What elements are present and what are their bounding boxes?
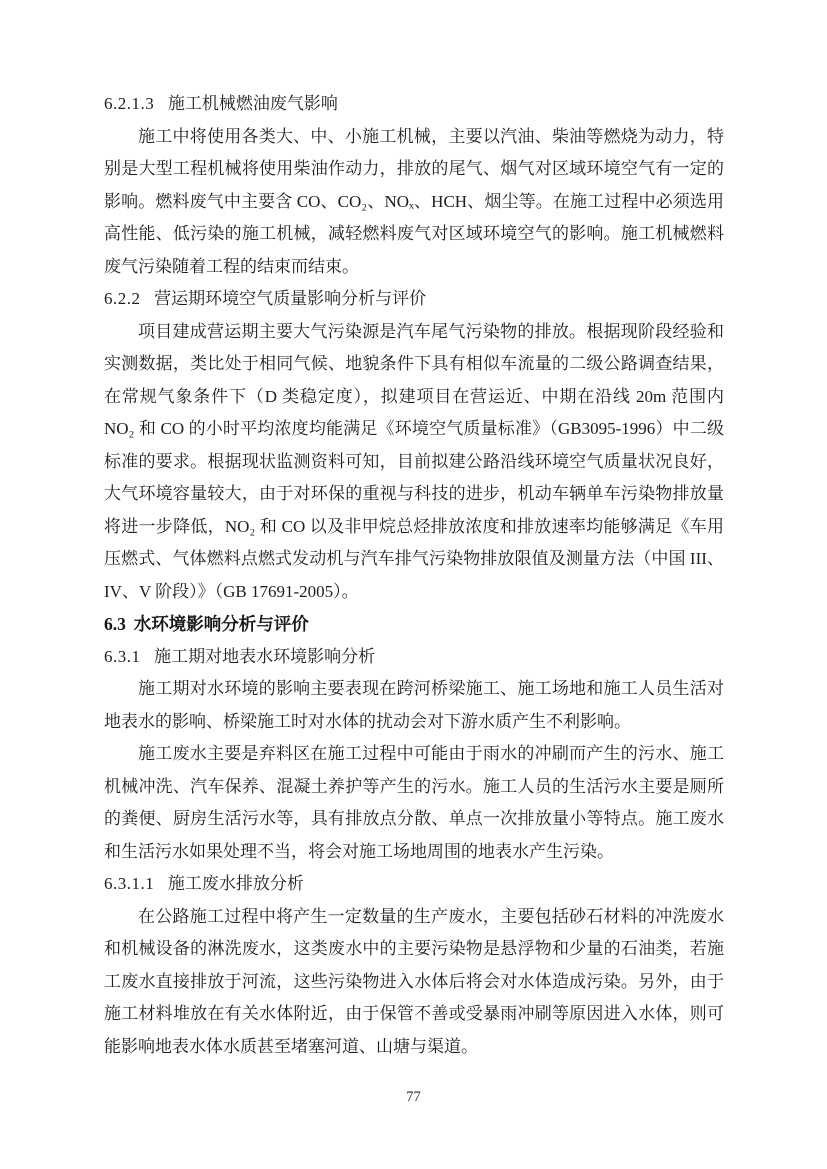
heading-6-3-1 xyxy=(104,641,724,674)
heading-6-2-2 xyxy=(104,283,724,316)
heading-number: 6.2.1.3 xyxy=(104,94,155,113)
heading-6-3 xyxy=(104,608,724,641)
heading-title: 水环境影响分析与评价 xyxy=(133,614,309,634)
document-content xyxy=(104,88,724,1063)
heading-number: 6.3.1.1 xyxy=(104,874,155,893)
heading-title: 施工期对地表水环境影响分析 xyxy=(154,646,376,666)
heading-title: 施工机械燃油废气影响 xyxy=(167,94,338,113)
page-number: 77 xyxy=(406,1089,421,1105)
paragraph-wastewater-discharge-analysis: 在公路施工过程中将产生一定数量的生产废水，主要包括砂石材料的冲洗废水和机械设备的淋洗废水，这类废水中的主要污染物是悬浮物和少量的石油类，若施工废水直接排放于河流，这些污染物进入水体后将会对水体造成污染。另外，由于施工材料堆放在有关水体附近，由于保管不善或受暴雨冲刷等原因进入水体，则可能影响地表水体水质甚至堵塞河道、山塘与渠道。 xyxy=(104,906,724,1056)
heading-number: 6.3.1 xyxy=(104,646,141,666)
heading-6-2-1-3 xyxy=(104,88,724,121)
heading-title: 营运期环境空气质量影响分析与评价 xyxy=(154,289,427,308)
paragraph-surface-water-impact: 施工期对水环境的影响主要表现在跨河桥梁施工、施工场地和施工人员生活对地表水的影响、桥梁施工时对水体的扰动会对下游水质产生不利影响。 xyxy=(104,679,724,731)
paragraph-fuel-exhaust-impact: 施工中将使用各类大、中、小施工机械，主要以汽油、柴油等燃烧为动力，特别是大型工程机械将使用柴油作动力，排放的尾气、烟气对区域环境空气有一定的影响。燃料废气中主要含 CO、CO₂、NOₓ、HCH、烟尘等。在施工过程中必须选用高性能、低污染的施工机械，减轻燃料废气对区域环境空气的影响。施工机械燃料废气污染随着工程的结束而结束。 xyxy=(104,126,724,276)
paragraph-construction-wastewater: 施工废水主要是弃料区在施工过程中可能由于雨水的冲刷而产生的污水、施工机械冲洗、汽车保养、混凝土养护等产生的污水。施工人员的生活污水主要是厕所的粪便、厨房生活污水等，具有排放点分散、单点一次排放量小等特点。施工废水和生活污水如果处理不当，将会对施工场地周围的地表水产生污染。 xyxy=(104,744,724,861)
heading-title: 施工废水排放分析 xyxy=(167,874,304,893)
heading-number: 6.3 xyxy=(104,614,126,634)
paragraph-operation-air-quality: 项目建成营运期主要大气污染源是汽车尾气污染物的排放。根据现阶段经验和实测数据，类比处于相同气候、地貌条件下具有相似车流量的二级公路调查结果，在常规气象条件下（D 类稳定度），拟建项目在营运近、中期在沿线 20m 范围内 NO₂ 和 CO 的小时平均浓度均能满足《环境空气质量标准》（GB3095-1996）中二级标准的要求。根据现状监测资料可知，目前拟建公路沿线环境空气质量状况良好，大气环境容量较大，由于对环保的重视与科技的进步，机动车辆单车污染物排放量将进一步降低，NO₂ 和 CO 以及非甲烷总烃排放浓度和排放速率均能够满足《车用压燃式、气体燃料点燃式发动机与汽车排气污染物排放限值及测量方法（中国 III、IV、V 阶段）》（GB 17691-2005）。 xyxy=(104,321,724,601)
heading-6-3-1-1 xyxy=(104,868,724,901)
heading-number: 6.2.2 xyxy=(104,289,141,308)
